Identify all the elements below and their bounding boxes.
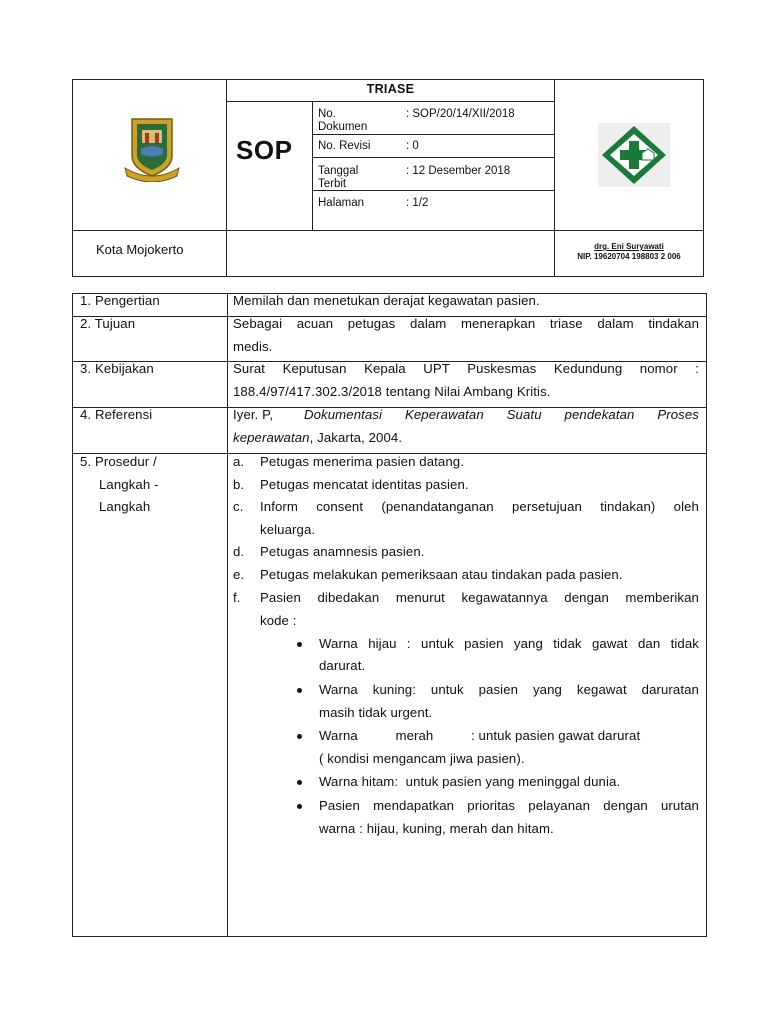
step-marker: d.: [233, 544, 245, 559]
step-marker: c.: [233, 499, 244, 514]
city-label: Kota Mojokerto: [96, 242, 184, 257]
doc-number-label: No. Dokumen: [318, 108, 368, 133]
step-marker: e.: [233, 567, 245, 582]
bullet-dot: [297, 780, 302, 785]
referensi-line2: [233, 427, 402, 450]
bullet-text: ( kondisi mengancam jiwa pasien).: [319, 751, 525, 766]
bullet-text: Warna hitam: untuk pasien yang meninggal dunia.: [319, 774, 621, 789]
step-marker: a.: [233, 454, 245, 469]
bullet-text: Warna kuning: untuk pasien yang kegawat daruratan: [319, 682, 699, 697]
kebijakan-text-line1: Surat Keputusan Kepala UPT Puskesmas Kedundung nomor :: [233, 361, 699, 376]
puskesmas-logo: [598, 123, 670, 187]
step-text: Petugas menerima pasien datang.: [260, 454, 464, 469]
pengertian-text: Memilah dan menetukan derajat kegawatan pasien.: [233, 293, 540, 308]
bullet-text: Pasien mendapatkan prioritas pelayanan dengan urutan: [319, 798, 699, 813]
step-text: Inform consent (penandatanganan persetujuan tindakan) oleh: [260, 499, 699, 514]
bullet-dot: [297, 642, 302, 647]
issue-date-value: : 12 Desember 2018: [406, 165, 511, 177]
signatory-nip: NIP. 19620704 198803 2 006: [577, 252, 681, 261]
tujuan-text-line2: medis.: [233, 339, 273, 354]
kebijakan-label: 3. Kebijakan: [80, 361, 154, 376]
doc-number-value: : SOP/20/14/XII/2018: [406, 108, 515, 120]
bullet-text: Warna merah : untuk pasien gawat darurat: [319, 728, 641, 743]
bullet-dot: [297, 734, 302, 739]
referensi-title-line2: keperawatan: [233, 430, 310, 445]
step-text: keluarga.: [260, 522, 316, 537]
bullet-text: Warna hijau : untuk pasien yang tidak gawat dan tidak: [319, 636, 699, 651]
prosedur-label-line2: Langkah -: [99, 477, 159, 492]
document-title: TRIASE: [366, 82, 415, 96]
bullet-text: darurat.: [319, 658, 366, 673]
page-label: Halaman: [318, 197, 365, 209]
step-text: Pasien dibedakan menurut kegawatannya dengan memberikan: [260, 590, 699, 605]
referensi-tail: , Jakarta, 2004.: [309, 430, 403, 445]
page-value: : 1/2: [406, 197, 429, 209]
mojokerto-crest-logo: [124, 116, 180, 182]
bullet-text: warna : hijau, kuning, merah dan hitam.: [319, 821, 554, 836]
referensi-title-line1: Dokumentasi Keperawatan Suatu pendekatan Proses: [304, 407, 699, 422]
issue-date-label: Tanggal Terbit: [318, 165, 359, 190]
tujuan-label: 2. Tujuan: [80, 316, 136, 331]
pengertian-label: 1. Pengertian: [80, 293, 160, 308]
step-marker: b.: [233, 477, 245, 492]
bullet-text: masih tidak urgent.: [319, 705, 433, 720]
bullet-dot: [297, 688, 302, 693]
tujuan-text-line1: Sebagai acuan petugas dalam menerapkan triase dalam tindakan: [233, 316, 699, 331]
prosedur-label-line1: 5. Prosedur /: [80, 454, 157, 469]
referensi-author: Iyer. P,: [233, 407, 274, 422]
step-text: Petugas mencatat identitas pasien.: [260, 477, 469, 492]
step-text: Petugas melakukan pemeriksaan atau tindakan pada pasien.: [260, 567, 623, 582]
sop-label: SOP: [236, 135, 293, 165]
bullet-dot: [297, 804, 302, 809]
step-text: Petugas anamnesis pasien.: [260, 544, 425, 559]
kebijakan-text-line2: 188.4/97/417.302.3/2018 tentang Nilai Ambang Kritis.: [233, 384, 551, 399]
revision-value: : 0: [406, 140, 419, 152]
step-text: kode :: [260, 613, 297, 628]
prosedur-label-line3: Langkah: [99, 499, 151, 514]
referensi-label: 4. Referensi: [80, 407, 153, 422]
step-marker: f.: [233, 590, 241, 605]
revision-label: No. Revisi: [318, 140, 371, 152]
signatory-name: drg. Eni Suryawati: [594, 242, 664, 251]
